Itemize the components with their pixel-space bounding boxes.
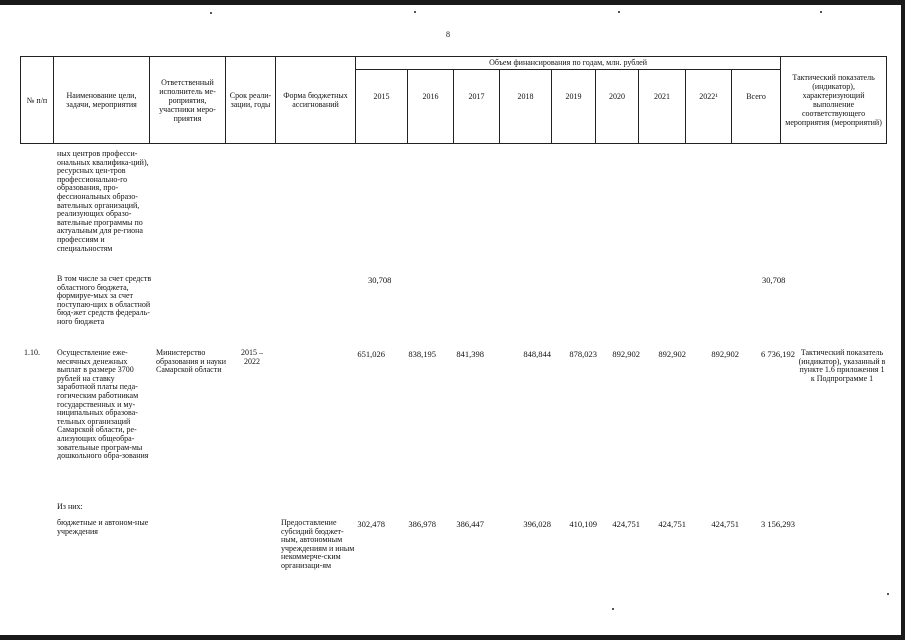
item-number: 1.10. xyxy=(24,348,40,357)
table-header xyxy=(20,56,887,144)
header-budget-form: Форма бюджетных ассигнований xyxy=(276,57,356,144)
oblast-total-value: 30,708 xyxy=(762,275,786,285)
of-them-label: Из них: xyxy=(57,502,83,511)
header-year: 2020 xyxy=(596,70,639,144)
item-value-2018: 848,844 xyxy=(523,349,551,359)
header-indicator: Тактический показатель (индикатор), характеризующий выполнение соответствующего мероприятия (мероприятий) xyxy=(781,57,887,144)
item-value-total: 6 736,192 xyxy=(761,349,795,359)
scan-speck xyxy=(887,593,889,595)
item-value-2021: 892,902 xyxy=(658,349,686,359)
scan-speck xyxy=(820,11,822,13)
scan-speck xyxy=(618,11,620,13)
page-number: 8 xyxy=(446,30,450,39)
oblast-2015-value: 30,708 xyxy=(368,275,392,285)
subrow-value-2022: 424,751 xyxy=(711,519,739,529)
item-term: 2015 – 2022 xyxy=(241,348,263,366)
header-year: 2015 xyxy=(356,70,408,144)
subrow-budget-form: Предоставление субсидий бюджет-ным, автономным учреждениям и иным некоммерче-ским организаци-ям xyxy=(281,518,355,570)
header-name: Наименование цели, задачи, мероприятия xyxy=(54,57,150,144)
header-year: 2017 xyxy=(454,70,500,144)
subrow-value-2021: 424,751 xyxy=(658,519,686,529)
header-year: 2016 xyxy=(408,70,454,144)
scan-border-right xyxy=(901,0,905,640)
item-value-2017: 841,398 xyxy=(456,349,484,359)
scan-speck xyxy=(612,608,614,610)
continued-item-text: ных центров професси-ональных квалифика-ций), ресурсных цен-тров профессионально-го образования, про-фессиональных образо-вательных организаций, реализующих образо-вательные программы по актуальным для ре-гиона профессиям и специальностям xyxy=(57,149,149,253)
header-year: 2022¹ xyxy=(686,70,732,144)
header-executor: Ответственный исполнитель ме-роприятия, участники меро-приятия xyxy=(150,57,226,144)
subrow-name: бюджетные и автоном-ные учреждения xyxy=(57,518,149,536)
subrow-value-2016: 386,978 xyxy=(408,519,436,529)
item-value-2022: 892,902 xyxy=(711,349,739,359)
item-value-2015: 651,026 xyxy=(357,349,385,359)
subrow-value-2019: 410,109 xyxy=(569,519,597,529)
item-value-2016: 838,195 xyxy=(408,349,436,359)
item-value-2020: 892,902 xyxy=(612,349,640,359)
header-term: Срок реали-зации, годы xyxy=(226,57,276,144)
scan-border-bottom xyxy=(0,635,905,640)
header-year: 2021 xyxy=(639,70,686,144)
item-value-2019: 878,023 xyxy=(569,349,597,359)
header-year: 2019 xyxy=(552,70,596,144)
header-number: № п/п xyxy=(21,57,54,144)
oblast-budget-text: В том числе за счет средств областного бюджета, формируе-мых за счет поступаю-щих в областной бюд-жет средств федераль-ного бюджета xyxy=(57,274,152,326)
subrow-value-total: 3 156,293 xyxy=(761,519,795,529)
item-indicator: Тактический показатель (индикатор), указанный в пункте 1.6 приложения 1 к Подпрограмме 1 xyxy=(798,348,886,383)
header-financing: Объем финансирования по годам, млн. рублей xyxy=(356,57,781,70)
subrow-value-2017: 386,447 xyxy=(456,519,484,529)
item-name: Осуществление еже-месячных денежных выплат в размере 3700 рублей на ставку заработной платы педа-гогическим работникам государственных и му-ниципальных образова-тельных организаций Самарской области, ре-ализующих общеобра-зовательные програм-мы дошкольного обра-зования xyxy=(57,348,149,461)
subrow-value-2020: 424,751 xyxy=(612,519,640,529)
scan-border-top xyxy=(0,0,905,5)
subrow-value-2018: 396,028 xyxy=(523,519,551,529)
item-executor: Министерство образования и науки Самарской области xyxy=(156,348,227,375)
subrow-value-2015: 302,478 xyxy=(357,519,385,529)
scan-speck xyxy=(210,12,212,14)
scan-speck xyxy=(414,11,416,13)
header-year: 2018 xyxy=(500,70,552,144)
header-total: Всего xyxy=(732,70,781,144)
